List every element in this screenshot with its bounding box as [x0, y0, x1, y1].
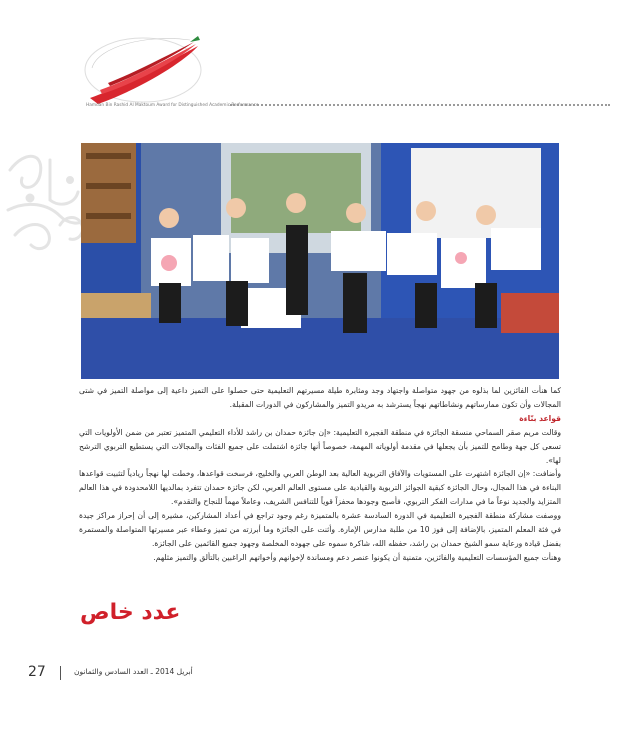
header-divider: [230, 104, 610, 106]
article-paragraph: وهنأت جميع المؤسسات التعليمية والفائزين، متمنية أن يكونوا عنصر دعم ومساندة لإخوانهم وأخواتهم الراغبين بالتألق والتميز مثلهم.: [153, 552, 561, 562]
photo-illustration: [81, 143, 559, 379]
students-photo: [81, 143, 559, 379]
page-number: 27: [28, 664, 46, 680]
footer-divider: [60, 666, 61, 680]
special-issue-label: عدد خاص: [80, 600, 181, 625]
article-paragraph: وأضافت: «إن الجائزة اشتهرت على المستويات والآفاق التربوية العالية بعد الوطن العربي والخليج، فرسخت قواعدها، وخطت لها نهجاً ريادياً لتثبيت قواعدها البناءة في هذا المجال، وحال الجائزة كبقية الجوائز التربوية والقيادية على مستوى العالم العربي، لكن جائزة حمدان تتفرد بمالديها اللامحدودة في هذا العالم المتزايد والجديد نوعاً ما في مدارات الفكر التربوي، فأصبح وجودها محفزاً قوياً للتنافس الشريف، وعاملاً مهماً للنجاح والتقدم».: [79, 469, 561, 507]
issue-info: أبريل 2014 ـ العدد السادس والثمانون: [74, 667, 193, 676]
article-paragraph: وقالت مريم صقر السماحي منسقة الجائزة في منطقة الفجيرة التعليمية: «إن جائزة حمدان بن راشد للأداء التعليمي المتميز تعتبر من ضمن الأولويات التي تسعى كل جهة وطامح للتميز بأن يجعلها في مقدمة أولوياته المهمة، خصوصاً أنها جائزة اشتملت على جميع الفئات والمجالات التي يستطيع التربوي الترشح لها».: [79, 427, 561, 465]
article-body: [79, 384, 561, 565]
page-footer: [28, 664, 588, 682]
award-logo: [78, 28, 259, 108]
article-subhead: قواعد بنّاءة: [519, 413, 561, 423]
logo-text: Hamdan Bin Rashid Al Maktoum Award for Distinguished Academic Performance: [86, 103, 259, 108]
article-paragraph: ووصفت مشاركة منطقة الفجيرة التعليمية في الدورة السادسة عشرة بالمتميزة رغم وجود تراجع في أعداد المشاركين، مشيرة إلى أن إحراز مراكز جيدة في فئة المعلم المتميز، بالإضافة إلى فوز 10 من طلبة مدارس الإمارة. وأثنت على الجائزة وما أبرزته من تميز وعطاء عبر مسيرتها المتواصلة والمستمرة بفضل قيادة ورعاية سمو الشيخ حمدان بن راشد، حفظه الله، شاكرة سموه على جهوده المخلصة وجهود جميع القائمين على الجائزة.: [79, 511, 562, 548]
article-intro: كما هنأت الفائزين لما بذلوه من جهود متواصلة واجتهاد وجد ومثابرة طيلة مسيرتهم التعليمية حتى حصلوا على التميز داعية إلى مواصلة التميز في شتى المجالات وأن تكون ممارساتهم ونشاطاتهم نهجاً يسترشد به مريدو التميز والمشاركون في الدورات المقبلة.: [79, 386, 561, 409]
